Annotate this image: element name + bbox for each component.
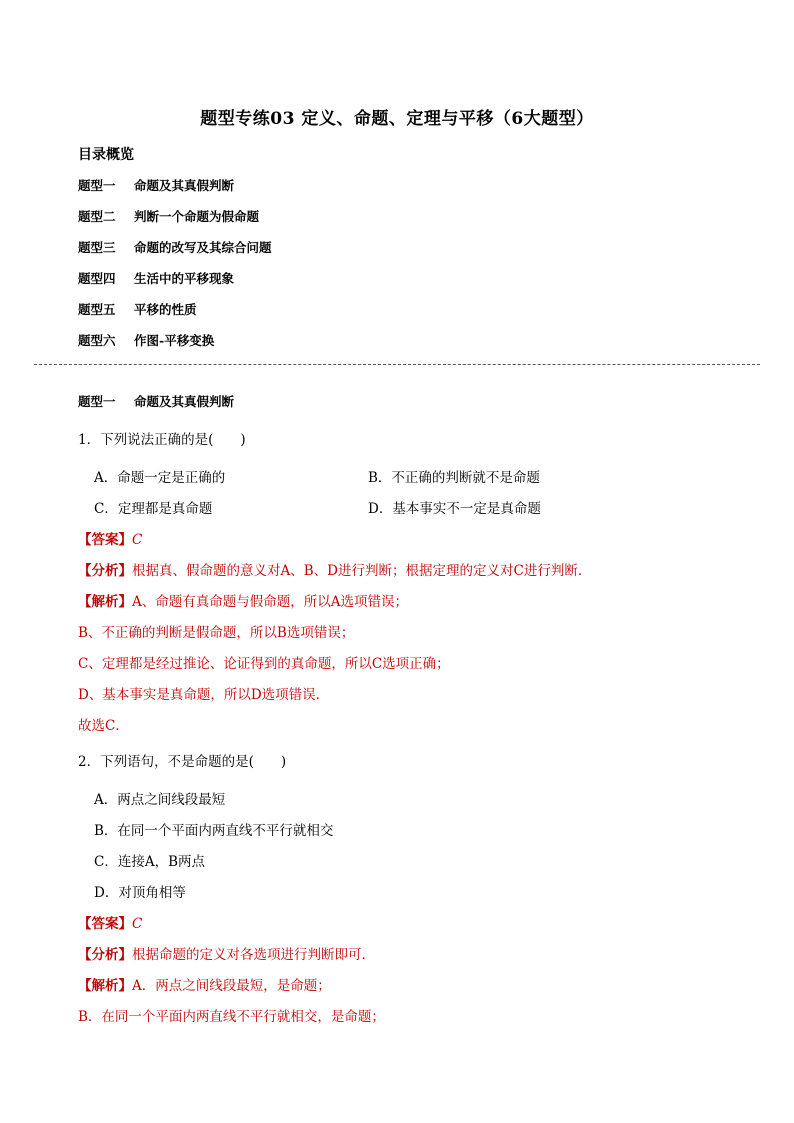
q2-solution (78, 974, 331, 994)
analysis-tag: 【分析】 (78, 563, 132, 579)
answer-tag: 【答案】 (78, 916, 132, 932)
toc-item[interactable] (78, 238, 272, 256)
toc-item[interactable] (78, 269, 234, 287)
q1-option-a: A．命题一定是正确的 (94, 470, 226, 486)
q1-solution (78, 590, 408, 610)
q2-option-d: D．对顶角相等 (94, 885, 186, 901)
toc-item[interactable] (78, 176, 234, 194)
q1-option-b: B．不正确的判断就不是命题 (368, 470, 540, 486)
toc-item-text: 平移的性质 (134, 302, 197, 317)
solution-conclusion: 故选C． (78, 718, 129, 734)
solution-line: B．在同一个平面内两直线不平行就相交，是命题； (78, 1009, 385, 1025)
q1-option-d: D．基本事实不一定是真命题 (368, 501, 541, 517)
q2-answer (78, 912, 142, 932)
toc-item-text: 命题的改写及其综合问题 (134, 240, 272, 255)
analysis-tag: 【分析】 (78, 947, 132, 963)
toc-item-number: 题型二 (78, 209, 116, 224)
question-1-stem: 1．下列说法正确的是( ) (78, 432, 246, 448)
toc-item[interactable] (78, 300, 197, 318)
toc-item-text: 判断一个命题为假命题 (134, 209, 260, 224)
toc-heading: 目录概览 (78, 147, 134, 163)
section-heading (78, 392, 234, 410)
toc-item-number: 题型六 (78, 333, 116, 348)
page-title: 题型专练03 定义、命题、定理与平移（6大题型） (200, 109, 594, 129)
toc-item-text: 命题及其真假判断 (134, 178, 235, 193)
q1-analysis (78, 559, 591, 579)
analysis-text: 根据命题的定义对各选项进行判断即可． (132, 947, 375, 963)
solution-line: D、基本事实是真命题，所以D选项错误． (78, 687, 330, 703)
toc-item-number: 题型五 (78, 302, 116, 317)
analysis-text: 根据真、假命题的意义对A、B、D进行判断；根据定理的定义对C进行判断． (132, 563, 592, 579)
q2-analysis (78, 943, 375, 963)
toc-item-text: 作图-平移变换 (134, 333, 215, 348)
solution-line: B、不正确的判断是假命题，所以B选项错误； (78, 625, 355, 641)
answer-value: C (132, 916, 143, 932)
section-number: 题型一 (78, 394, 116, 409)
section-divider (34, 364, 760, 365)
toc-item[interactable] (78, 207, 259, 225)
q2-option-a: A．两点之间线段最短 (94, 792, 226, 808)
q2-option-b: B．在同一个平面内两直线不平行就相交 (94, 823, 334, 839)
toc-item-text: 生活中的平移现象 (134, 271, 235, 286)
q2-option-c: C．连接A，B两点 (94, 854, 205, 870)
q1-option-c: C．定理都是真命题 (94, 501, 213, 517)
section-title: 命题及其真假判断 (134, 394, 235, 409)
question-2-stem: 2．下列语句，不是命题的是( ) (78, 754, 287, 770)
answer-value: C (132, 532, 143, 548)
toc-item-number: 题型三 (78, 240, 116, 255)
solution-line: C、定理都是经过推论、论证得到的真命题，所以C选项正确； (78, 656, 450, 672)
toc-item[interactable] (78, 331, 214, 349)
solution-line: A、命题有真命题与假命题，所以A选项错误； (132, 594, 408, 610)
solution-tag: 【解析】 (78, 594, 132, 610)
solution-tag: 【解析】 (78, 978, 132, 994)
answer-tag: 【答案】 (78, 532, 132, 548)
toc-item-number: 题型一 (78, 178, 116, 193)
solution-line: A．两点之间线段最短，是命题； (132, 978, 331, 994)
toc-item-number: 题型四 (78, 271, 116, 286)
q1-answer (78, 528, 142, 548)
